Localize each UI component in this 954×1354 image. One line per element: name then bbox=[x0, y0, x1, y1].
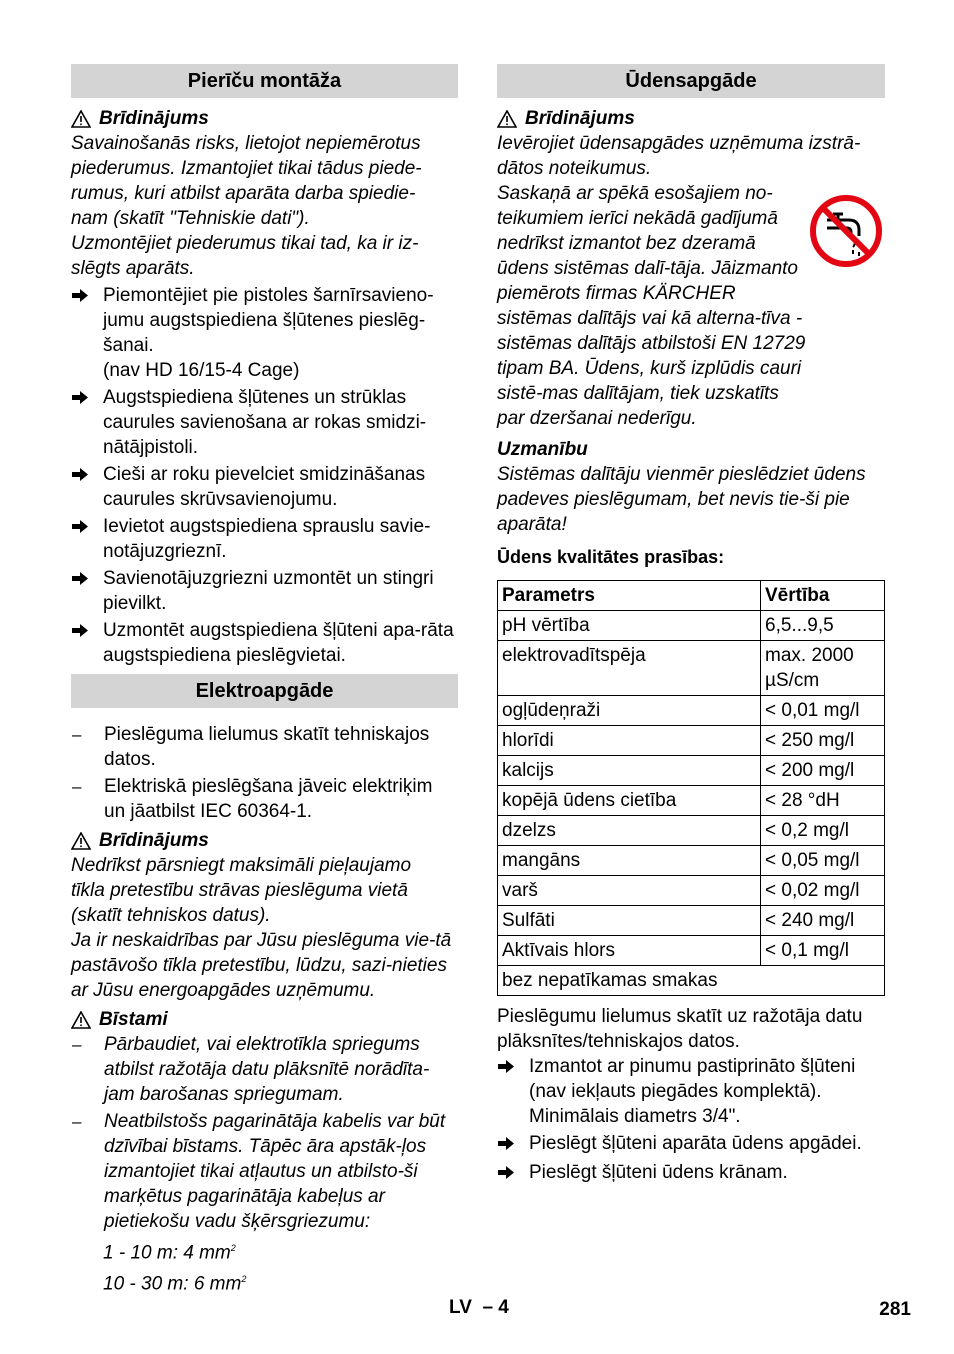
table-row: varš < 0,02 mg/l bbox=[498, 876, 885, 906]
no-drinking-water-sign-icon bbox=[809, 194, 883, 274]
table-header-row bbox=[498, 581, 885, 611]
table-row: ogļūdeņraži < 0,01 mg/l bbox=[498, 696, 885, 726]
warning-text: Nedrīkst pārsniegt maksimāli pieļaujamo tīkla pretestību strāvas pieslēguma vietā (skatīt tehniskos datus). bbox=[71, 855, 412, 926]
warning-title bbox=[71, 106, 458, 131]
step-note: (nav HD 16/15-4 Cage) bbox=[103, 360, 300, 381]
column-header: Vērtība bbox=[761, 581, 885, 611]
item-text: Pieslēguma lielumus skatīt tehniskajos datos. bbox=[104, 724, 430, 770]
step-text: Ievietot augstspiediena sprauslu savie-notājuzgrieznī. bbox=[103, 516, 431, 562]
footer-section-label: LV – 4 bbox=[449, 1297, 509, 1318]
arrow-right-icon bbox=[497, 1054, 529, 1129]
step-text: Augstspiediena šļūtenes un strūklas caurules savienošana ar rokas smidzi-nātājpistoli. bbox=[103, 387, 427, 458]
caution-text: Sistēmas dalītāju vienmēr pieslēdziet ūdens padeves pieslēgumam, bet nevis tie-ši pie aparāta! bbox=[497, 464, 866, 535]
column-header: Parametrs bbox=[498, 581, 761, 611]
list-item bbox=[71, 283, 458, 383]
arrow-right-icon bbox=[71, 514, 103, 564]
dash-bullet: – bbox=[72, 1112, 82, 1131]
list-item bbox=[497, 1131, 885, 1158]
dash-bullet: – bbox=[72, 725, 82, 744]
dash-bullet: – bbox=[72, 777, 82, 796]
arrow-right-icon bbox=[71, 385, 103, 460]
section-heading-water-supply: Ūdensapgāde bbox=[497, 64, 885, 98]
warning-title bbox=[71, 828, 458, 853]
table-row: hlorīdi < 250 mg/l bbox=[498, 726, 885, 756]
warning-label: Brīdinājums bbox=[99, 830, 209, 851]
step-text: Izmantot ar pinumu pastiprināto šļūteni (nav iekļauts piegādes komplektā). Minimālais diametrs 3/4". bbox=[529, 1056, 856, 1127]
table-row: kalcijs < 200 mg/l bbox=[498, 756, 885, 786]
cable-spec: 1 - 10 m: 4 $mm^2$ bbox=[103, 1242, 236, 1264]
list-item bbox=[71, 514, 458, 564]
connection-text: Pieslēgumu lielumus skatīt uz ražotāja datu plāksnītes/tehniskajos datos. bbox=[497, 1006, 863, 1052]
warning-text: Uzmontējiet piederumus tikai tad, ka ir iz-slēgts aparāts. bbox=[71, 233, 419, 279]
caution-label: Uzmanību bbox=[497, 439, 588, 460]
warning-text: Ievērojiet ūdensapgādes uzņēmuma izstrā-dātos noteikumus. bbox=[497, 133, 861, 179]
danger-title bbox=[71, 1007, 458, 1032]
warning-triangle-icon bbox=[71, 832, 91, 850]
arrow-right-icon bbox=[497, 1160, 529, 1187]
danger-label: Bīstami bbox=[99, 1009, 168, 1030]
warning-text: Ja ir neskaidrības par Jūsu pieslēguma vie-tā pastāvošo tīkla pretestību, lūdzu, sazi-nieties ar Jūsu energoapgādes uzņēmumu. bbox=[71, 930, 452, 1001]
item-text: Pārbaudiet, vai elektrotīkla spriegums atbilst ražotāja datu plāksnītē norādīta-jam barošanas spriegumam. bbox=[104, 1034, 430, 1105]
step-text: Pieslēgt šļūteni aparāta ūdens apgādei. bbox=[529, 1133, 862, 1154]
list-item bbox=[497, 1160, 885, 1187]
list-item bbox=[71, 462, 458, 512]
warning-label: Brīdinājums bbox=[525, 108, 635, 129]
step-text: Pieslēgt šļūteni ūdens krānam. bbox=[529, 1162, 788, 1183]
list-item bbox=[71, 618, 458, 668]
table-row: pH vērtība 6,5...9,5 bbox=[498, 611, 885, 641]
warning-triangle-icon bbox=[71, 110, 91, 128]
item-text: Elektriskā pieslēgšana jāveic elektriķim un jāatbilst IEC 60364-1. bbox=[104, 776, 433, 822]
section-heading-accessories: Pierīču montāža bbox=[71, 64, 458, 98]
page-number: 281 bbox=[879, 1299, 911, 1320]
list-item bbox=[71, 774, 458, 824]
warning-title bbox=[497, 106, 885, 131]
cable-spec: 10 - 30 m: 6 $mm^2$ bbox=[103, 1273, 247, 1295]
table-row: mangāns < 0,05 mg/l bbox=[498, 846, 885, 876]
warning-triangle-icon bbox=[71, 1011, 91, 1029]
table-row: kopējā ūdens cietība < 28 °dH bbox=[498, 786, 885, 816]
list-item bbox=[71, 566, 458, 616]
table-row: elektrovadītspēja max. 2000 µS/cm bbox=[498, 641, 885, 696]
list-item bbox=[71, 722, 458, 772]
dash-bullet: – bbox=[72, 1035, 82, 1054]
section-heading-electrical: Elektroapgāde bbox=[71, 674, 458, 708]
table-row: dzelzs < 0,2 mg/l bbox=[498, 816, 885, 846]
step-text: Cieši ar roku pievelciet smidzināšanas caurules skrūvsavienojumu. bbox=[103, 464, 426, 510]
list-item bbox=[497, 1054, 885, 1129]
item-text: Neatbilstošs pagarinātāja kabelis var būt dzīvībai bīstams. Tāpēc āra apstāk-ļos izmantojiet tikai atļautus un atbilsto-ši marķētus pagarinātāja kabeļus ar pietiekošu vadu šķērsgriezumu: bbox=[104, 1111, 446, 1232]
table-row: Aktīvais hlors < 0,1 mg/l bbox=[498, 936, 885, 966]
water-quality-heading: Ūdens kvalitātes prasības: bbox=[497, 547, 725, 567]
water-quality-table bbox=[497, 580, 885, 996]
warning-text: Saskaņā ar spēkā esošajiem no-teikumiem ierīci nekādā gadījumā nedrīkst izmantot bez dzeramā ūdens sistēmas dalī-tāja. Jāizmanto piemērots firmas KÄRCHER sistēmas dalītājs vai kā alterna-tīva - sistēmas dalītājs atbilstoši EN 12729 tipam BA. Ūdens, kurš izplūdis cauri sistē-mas dalītājam, tiek uzskatīts par dzeršanai nederīgu. bbox=[497, 183, 806, 429]
step-text: Uzmontēt augstspiediena šļūteni apa-rāta augstspiediena pieslēgvietai. bbox=[103, 620, 454, 666]
arrow-right-icon bbox=[71, 618, 103, 668]
step-text: Savienotājuzgriezni uzmontēt un stingri pievilkt. bbox=[103, 568, 434, 614]
table-row: Sulfāti < 240 mg/l bbox=[498, 906, 885, 936]
left-column bbox=[71, 64, 458, 1297]
list-item bbox=[71, 385, 458, 460]
arrow-right-icon bbox=[71, 462, 103, 512]
arrow-right-icon bbox=[71, 283, 103, 383]
warning-label: Brīdinājums bbox=[99, 108, 209, 129]
table-row: bez nepatīkamas smakas bbox=[498, 966, 885, 996]
warning-triangle-icon bbox=[497, 110, 517, 128]
arrow-right-icon bbox=[71, 566, 103, 616]
warning-text: Savainošanās risks, lietojot nepiemērotus piederumus. Izmantojiet tikai tādus piede-rumus, kuri atbilst aparāta darba spiedie-nam (skatīt "Tehniskie dati"). bbox=[71, 133, 422, 229]
caution-title bbox=[497, 437, 885, 462]
step-text: Piemontējiet pie pistoles šarnīrsavieno-jumu augstspiediena šļūtenes pieslēg-šanai. bbox=[103, 285, 434, 356]
list-item bbox=[71, 1109, 458, 1234]
arrow-right-icon bbox=[497, 1131, 529, 1158]
list-item bbox=[71, 1032, 458, 1107]
